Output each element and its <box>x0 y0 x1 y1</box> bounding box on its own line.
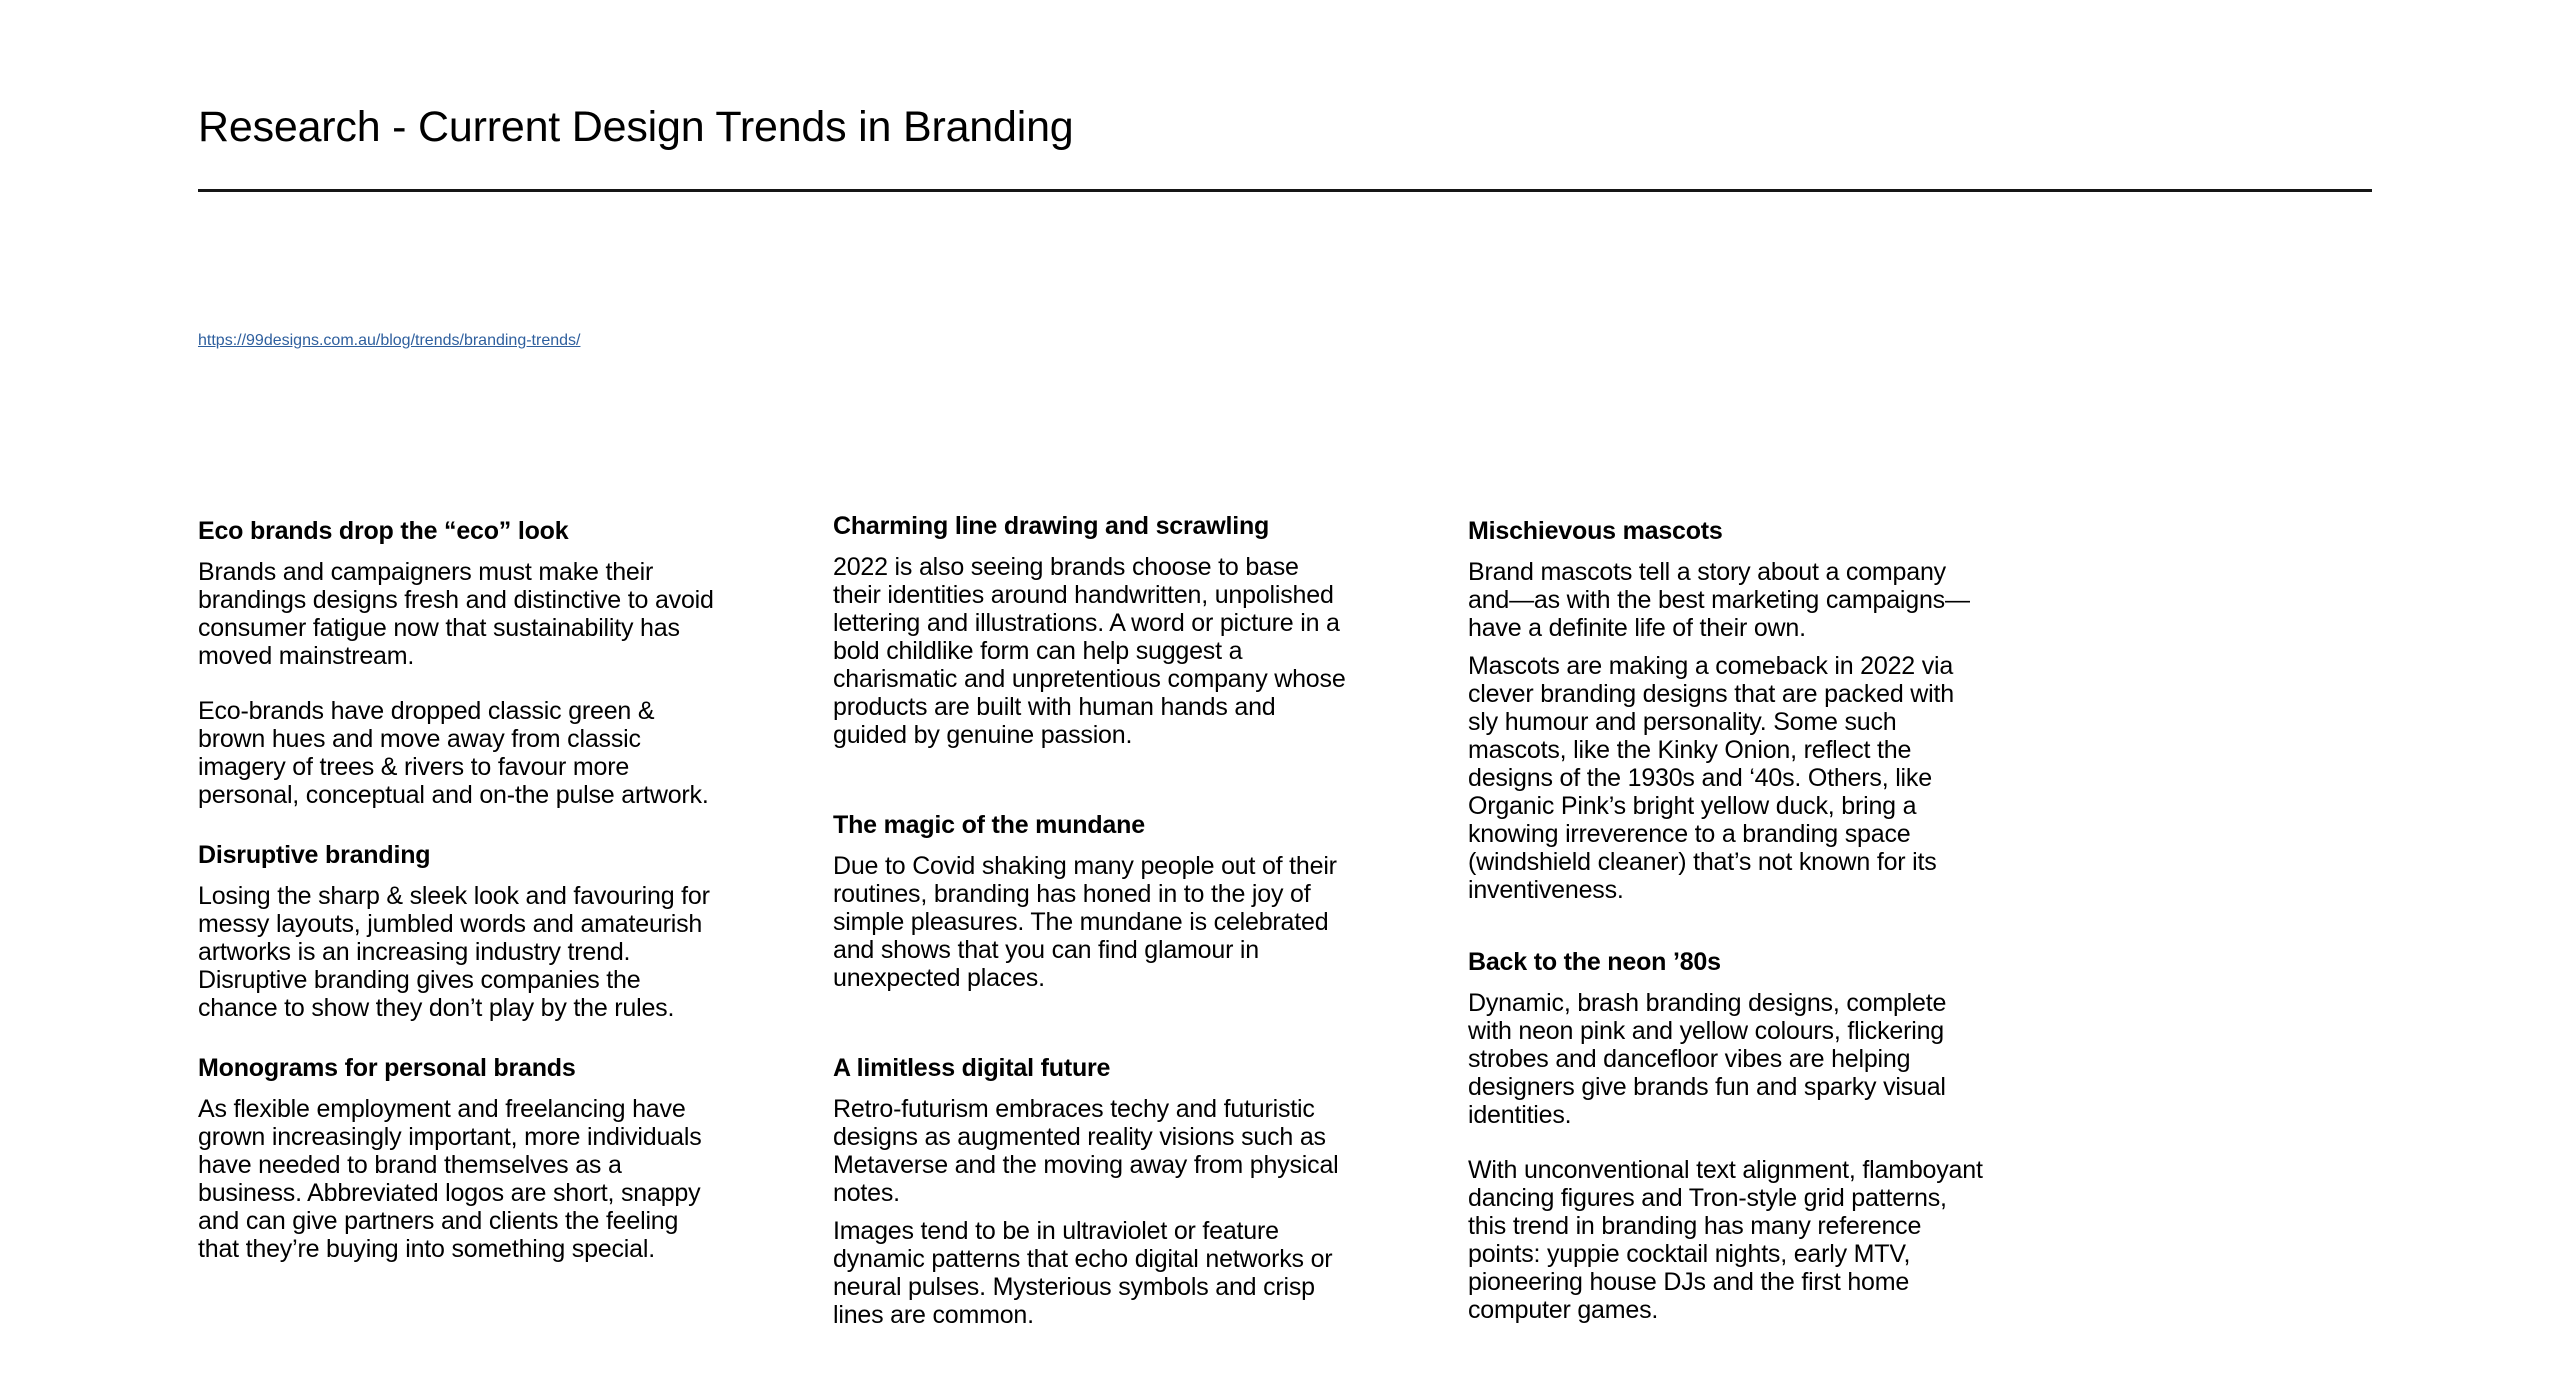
columns-container <box>198 512 1988 1329</box>
section-paragraph: Losing the sharp & sleek look and favouring for messy layouts, jumbled words and amateurish artworks is an increasing industry trend. Disruptive branding gives companies the chance to show they don’t play by the rules. <box>198 882 710 1022</box>
section-heading: Disruptive branding <box>198 841 431 869</box>
section-paragraph: Eco-brands have dropped classic green & brown hues and move away from classic imagery of trees & rivers to favour more personal, conceptual and on-the pulse artwork. <box>198 697 709 809</box>
section-paragraph: Images tend to be in ultraviolet or feature dynamic patterns that echo digital networks or neural pulses. Mysterious symbols and crisp lines are common. <box>833 1217 1333 1329</box>
section-paragraph: Dynamic, brash branding designs, complete with neon pink and yellow colours, flickering strobes and dancefloor vibes are helping designers give brands fun and sparky visual identities. <box>1468 989 1947 1129</box>
section-digital-future <box>833 1054 1353 1329</box>
section-disruptive-branding <box>198 841 718 1022</box>
section-heading: Monograms for personal brands <box>198 1054 576 1082</box>
section-paragraph: As flexible employment and freelancing have grown increasingly important, more individuals have needed to brand themselves as a business. Abbreviated logos are short, snappy and can give partners and clients the feeling that they’re buying into something special. <box>198 1095 702 1263</box>
section-eco-brands <box>198 517 718 809</box>
section-paragraph: Retro-futurism embraces techy and futuristic designs as augmented reality visions such as Metaverse and the moving away from physical notes. <box>833 1095 1339 1207</box>
source-link[interactable]: https://99designs.com.au/blog/trends/branding-trends/ <box>198 332 581 349</box>
section-heading: Charming line drawing and scrawling <box>833 512 1270 540</box>
section-paragraph: With unconventional text alignment, flamboyant dancing figures and Tron-style grid patterns, this trend in branding has many reference points: yuppie cocktail nights, early MTV, pioneering house DJs and the first home computer games. <box>1468 1156 1983 1324</box>
section-paragraph: Brand mascots tell a story about a company and—as with the best marketing campaigns—have a definite life of their own. <box>1468 558 1970 642</box>
column-2 <box>833 512 1353 1329</box>
section-paragraph: 2022 is also seeing brands choose to base their identities around handwritten, unpolished lettering and illustrations. A word or picture in a bold childlike form can help suggest a charismatic and unpretentious company whose products are built with human hands and guided by genuine passion. <box>833 553 1346 749</box>
section-monograms <box>198 1054 718 1263</box>
title-divider <box>198 189 2372 192</box>
section-paragraph: Mascots are making a comeback in 2022 via clever branding designs that are packed with sly humour and personality. Some such mascots, like the Kinky Onion, reflect the designs of the 1930s and ‘40s. Others, like Organic Pink’s bright yellow duck, bring a knowing irreverence to a branding space (windshield cleaner) that’s not known for its inventiveness. <box>1468 652 1954 904</box>
section-heading: Eco brands drop the “eco” look <box>198 517 569 545</box>
section-paragraph: Due to Covid shaking many people out of their routines, branding has honed in to the joy of simple pleasures. The mundane is celebrated and shows that you can find glamour in unexpected places. <box>833 852 1337 992</box>
section-paragraph: Brands and campaigners must make their brandings designs fresh and distinctive to avoid consumer fatigue now that sustainability has moved mainstream. <box>198 558 714 670</box>
section-magic-mundane <box>833 811 1353 992</box>
section-heading: Mischievous mascots <box>1468 517 1723 545</box>
page-title: Research - Current Design Trends in Branding <box>198 103 1074 151</box>
section-line-drawing <box>833 512 1353 749</box>
column-1 <box>198 512 718 1329</box>
section-heading: A limitless digital future <box>833 1054 1111 1082</box>
section-heading: The magic of the mundane <box>833 811 1145 839</box>
section-heading: Back to the neon ’80s <box>1468 948 1721 976</box>
section-neon-80s <box>1468 948 1988 1324</box>
column-3 <box>1468 512 1988 1329</box>
section-mischievous-mascots <box>1468 517 1988 904</box>
